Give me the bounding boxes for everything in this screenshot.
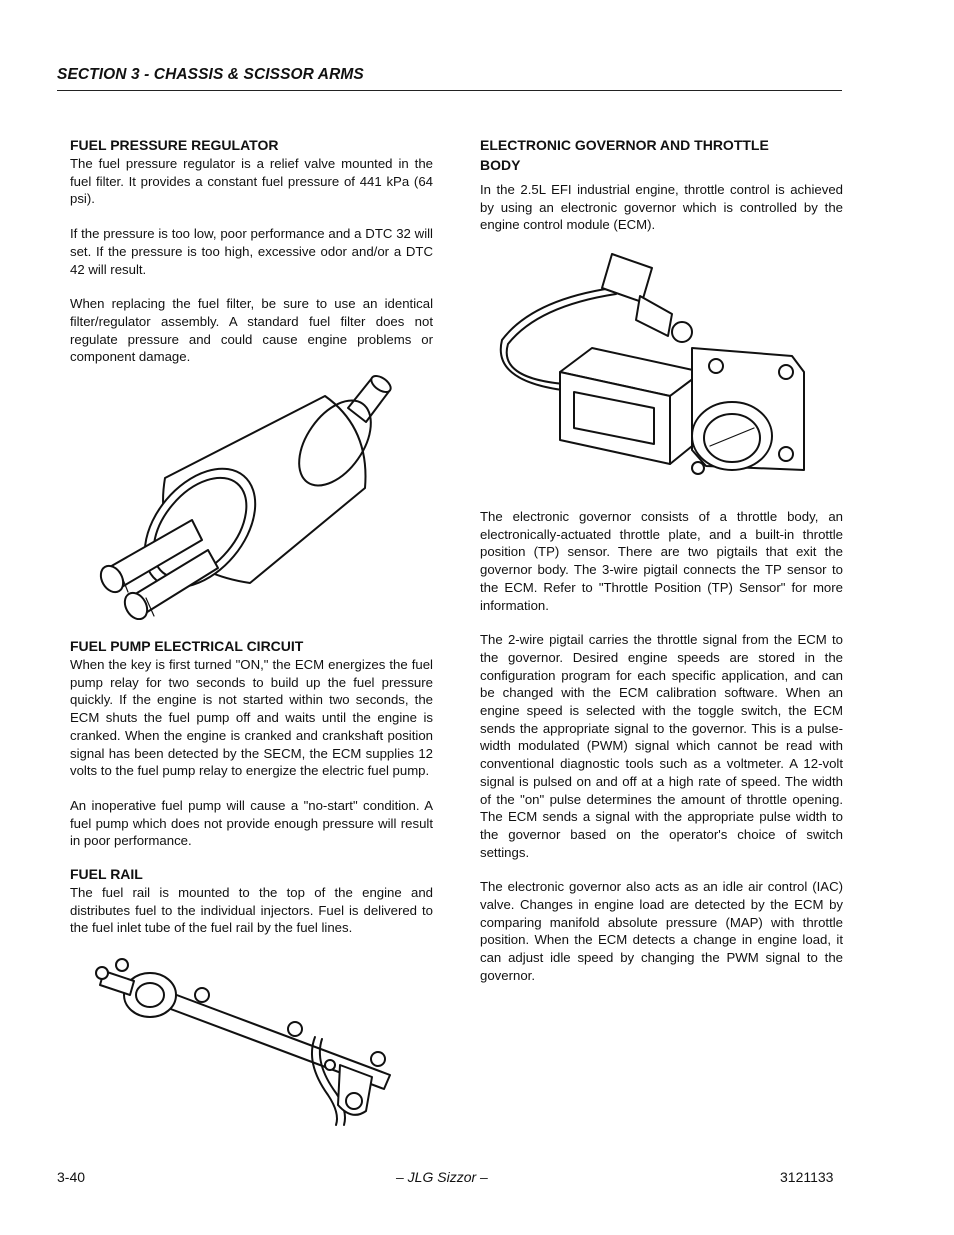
electronic-governor-p4: The electronic governor also acts as an idle air control (IAC) valve. Changes in engine load are detected by the ECM by comparing manifold absolute pressure (MAP) with throttle position. When the ECM detects a change in engine load, it can adjust idle speed by changing the PWM signal to the governor. xyxy=(480,879,843,983)
page-number: 3-40 xyxy=(57,1169,86,1185)
fuel-pump-electrical-circuit-p1: When the key is first turned "ON," the ECM energizes the fuel pump relay for two seconds to build up the fuel pressure quickly. If the engine is not started within two seconds, the ECM shuts the fuel pump off and waits until the engine is cranked. When the engine is cranked and crankshaft position signal has been detected by the SECM, the ECM supplies 12 volts to the fuel pump relay to energize the electric fuel pump. xyxy=(70,657,433,779)
fuel-rail-p1: The fuel rail is mounted to the top of the engine and distributes fuel to the individual injectors. Fuel is delivered to the fuel inlet tube of the fuel rail by the fuel lines. xyxy=(70,885,433,936)
fuel-rail-heading: FUEL RAIL xyxy=(70,866,143,883)
fuel-pump-electrical-circuit-heading: FUEL PUMP ELECTRICAL CIRCUIT xyxy=(70,638,304,654)
footer-brand: – JLG Sizzor – xyxy=(396,1169,488,1185)
electronic-governor-illustration xyxy=(492,240,814,488)
fuel-pressure-regulator-section xyxy=(70,135,433,366)
fuel-pump-electrical-circuit-section xyxy=(70,636,433,937)
fuel-pump-electrical-circuit-p2: An inoperative fuel pump will cause a "no-start" condition. A fuel pump which does not provide enough pressure will result in poor performance. xyxy=(70,797,433,849)
fuel-pressure-regulator-p3: When replacing the fuel filter, be sure to use an identical filter/regulator assembly. A standard fuel filter does not regulate pressure and could cause engine problems or component damage. xyxy=(70,296,433,365)
electronic-governor-section xyxy=(480,135,843,234)
document-number: 3121133 xyxy=(780,1169,834,1185)
fuel-pressure-regulator-p2: If the pressure is too low, poor performance and a DTC 32 will set. If the pressure is too high, excessive odor and/or a DTC 42 will result. xyxy=(70,226,433,277)
fuel-pressure-regulator-p1: The fuel pressure regulator is a relief valve mounted in the fuel filter. It provides a constant fuel pressure of 441 kPa (64 psi). xyxy=(70,156,433,207)
header-rule xyxy=(57,90,842,91)
electronic-governor-body xyxy=(480,508,843,985)
section-header-title: SECTION 3 - CHASSIS & SCISSOR ARMS xyxy=(57,66,364,83)
electronic-governor-p3: The 2-wire pigtail carries the throttle signal from the ECM to the governor. Desired engine speeds are stored in the configuration program for each specific application, and can be changed with the ECM calibration software. When an engine speed is selected with the toggle switch, the ECM sends the appropriate signal to the governor. This is a pulse-width modulated (PWM) signal which cannot be read with conventional diagnostic tools such as a voltmeter. A 12-volt signal is pulsed on and off at a high rate of speed. The width of the "on" pulse determines the amount of throttle opening. The ECM sends a signal with the appropriate pulse width to the governor based on the operator's choice of switch settings. xyxy=(480,632,843,860)
electronic-governor-heading: ELECTRONIC GOVERNOR AND THROTTLE BODY xyxy=(480,137,769,173)
fuel-filter-illustration xyxy=(80,368,410,620)
electronic-governor-p2: The electronic governor consists of a throttle body, an electronically-actuated throttle plate, and a built-in throttle position (TP) sensor. There are two pigtails that exit the governor body. The 3-wire pigtail connects the TP sensor to the ECM. Refer to "Throttle Position (TP) Sensor" for more information. xyxy=(480,509,843,613)
fuel-rail-illustration xyxy=(90,955,410,1133)
fuel-pressure-regulator-heading: FUEL PRESSURE REGULATOR xyxy=(70,137,279,153)
electronic-governor-p1: In the 2.5L EFI industrial engine, throttle control is achieved by using an electronic governor which is controlled by the engine control module (ECM). xyxy=(480,182,843,233)
